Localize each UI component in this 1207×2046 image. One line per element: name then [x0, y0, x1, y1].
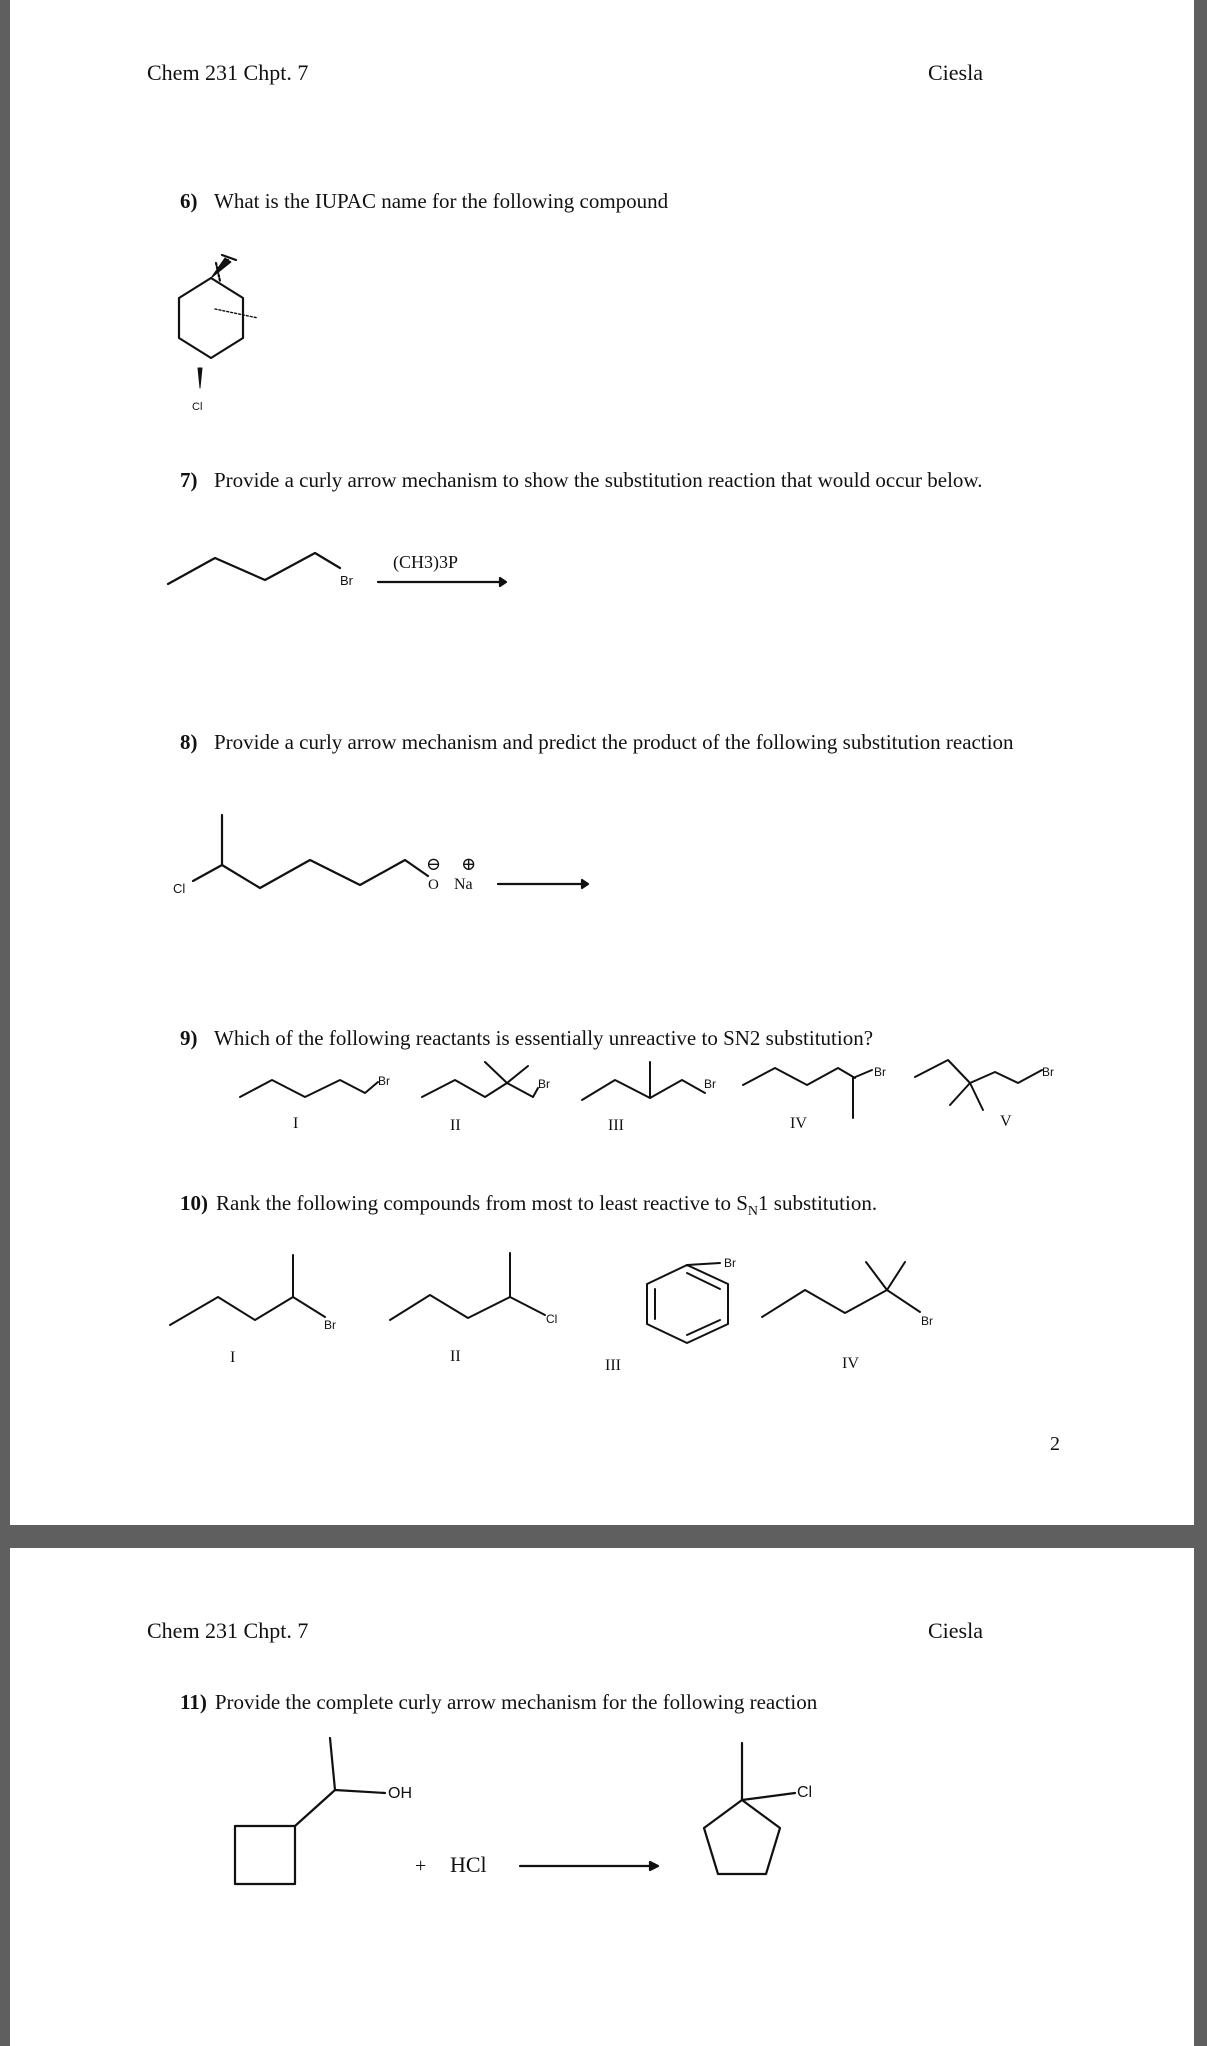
q9-compound-5-branch	[950, 1083, 983, 1110]
q8-minus: ⊖	[426, 854, 442, 874]
q9-br-5: Br	[1042, 1065, 1054, 1079]
question-6-text: What is the IUPAC name for the following compound	[214, 189, 669, 213]
q7-arrow-head	[500, 578, 506, 586]
header-course: Chem 231 Chpt. 7	[147, 60, 309, 85]
q8-plus: ⊕	[461, 854, 477, 874]
question-7-number: 7)	[180, 468, 198, 492]
q10-compound-1-chain	[170, 1297, 325, 1325]
q8-arrow-head	[582, 880, 588, 888]
q10-br-4: Br	[921, 1314, 933, 1328]
document-page-2	[10, 1548, 1194, 2046]
q9-label-iv: IV	[790, 1115, 807, 1132]
q9-br-3: Br	[704, 1077, 716, 1091]
q10-cl-2: Cl	[546, 1312, 558, 1326]
q10-benzene-ring	[647, 1265, 728, 1343]
question-8-number: 8)	[180, 730, 198, 754]
q9-compound-4-chain	[743, 1068, 855, 1085]
q8-structure	[173, 815, 588, 896]
q10-benzene-double-2	[687, 1273, 720, 1289]
question-8-text: Provide a curly arrow mechanism and predict the product of the following substitution reaction	[214, 730, 1014, 754]
q7-reagent: (CH3)3P	[393, 552, 459, 572]
q8-branch	[193, 815, 222, 881]
q9-br-4: Br	[874, 1065, 886, 1079]
question-10-number: 10)	[180, 1191, 208, 1215]
q6-cyclohexane-ring	[179, 278, 243, 358]
question-9-number: 9)	[180, 1026, 198, 1050]
q9-compound-5-chain	[915, 1060, 1042, 1083]
q10-compound-4-chain	[762, 1290, 920, 1317]
document-page-1	[10, 0, 1194, 1525]
q8-o-label: O	[428, 877, 439, 893]
question-10-subscript: N	[747, 1204, 759, 1220]
q6-structure	[179, 255, 258, 413]
q11-reagent: HCl	[450, 1852, 487, 1877]
structures-page-2	[10, 1548, 1194, 2046]
q11-cl-label: Cl	[797, 1784, 813, 1801]
q10-benzene-double-3	[687, 1320, 720, 1335]
q7-alkyl-chain	[168, 553, 340, 584]
q10-structures	[170, 1253, 933, 1374]
q7-br-label: Br	[340, 573, 353, 588]
q9-structures	[240, 1060, 1054, 1134]
q9-label-i: I	[293, 1115, 299, 1132]
q11-reactant	[235, 1738, 412, 1884]
q10-label-iv: IV	[842, 1355, 859, 1372]
page-number: 2	[1050, 1433, 1060, 1455]
q10-label-ii: II	[450, 1348, 461, 1365]
q10-compound-2-chain	[390, 1295, 545, 1320]
q10-label-iii: III	[605, 1357, 621, 1374]
q6-cl-label: Cl	[192, 401, 203, 413]
q9-br-1: Br	[378, 1074, 390, 1088]
question-10-text-b: 1 substitution.	[758, 1191, 878, 1215]
question-11-text: Provide the complete curly arrow mechanism for the following reaction	[214, 1690, 818, 1714]
header-author-2: Ciesla	[928, 1618, 983, 1643]
q11-side-chain	[295, 1790, 385, 1826]
q11-cyclobutane-ring	[235, 1826, 295, 1884]
q10-label-i: I	[230, 1349, 236, 1366]
q8-cl-label: Cl	[173, 881, 186, 896]
q8-chain	[222, 860, 428, 888]
q6-wedge-cl	[198, 368, 202, 388]
q10-compound-4-branch	[866, 1262, 905, 1290]
q6-hashed-bond	[215, 309, 258, 318]
question-9-text: Which of the following reactants is essentially unreactive to SN2 substitution?	[214, 1026, 874, 1050]
q9-label-ii: II	[450, 1117, 461, 1134]
q8-na-label: Na	[454, 876, 473, 893]
question-11-number: 11)	[180, 1690, 207, 1714]
q9-compound-1	[240, 1080, 378, 1097]
q11-plus: +	[415, 1855, 427, 1877]
q11-oh-label: OH	[388, 1785, 412, 1802]
q9-label-iii: III	[608, 1117, 624, 1134]
q11-product-cl-bond	[742, 1793, 795, 1800]
q11-methyl-bond	[330, 1738, 335, 1790]
question-7-text: Provide a curly arrow mechanism to show the substitution reaction that would occur below.	[214, 468, 983, 492]
q9-compound-4-br-bond	[853, 1070, 872, 1078]
q11-cyclopentane-ring	[704, 1800, 780, 1874]
q11-arrow-head	[650, 1862, 658, 1870]
question-10-text-a: Rank the following compounds from most to least reactive to S	[216, 1191, 748, 1215]
header-course-2: Chem 231 Chpt. 7	[147, 1618, 309, 1643]
question-6-number: 6)	[180, 189, 198, 213]
q10-benzylic-bond	[687, 1263, 720, 1265]
structures-page-1	[10, 0, 1194, 1525]
q7-structure	[168, 552, 506, 588]
header-author: Ciesla	[928, 60, 983, 85]
q9-compound-3-chain	[582, 1080, 705, 1100]
q9-br-2: Br	[538, 1077, 550, 1091]
q9-compound-2-branch	[485, 1062, 528, 1083]
q9-label-v: V	[1000, 1113, 1012, 1130]
q11-product	[704, 1743, 812, 1874]
q10-br-3: Br	[724, 1256, 736, 1270]
q10-br-1: Br	[324, 1318, 336, 1332]
q9-compound-2-chain	[422, 1080, 533, 1097]
